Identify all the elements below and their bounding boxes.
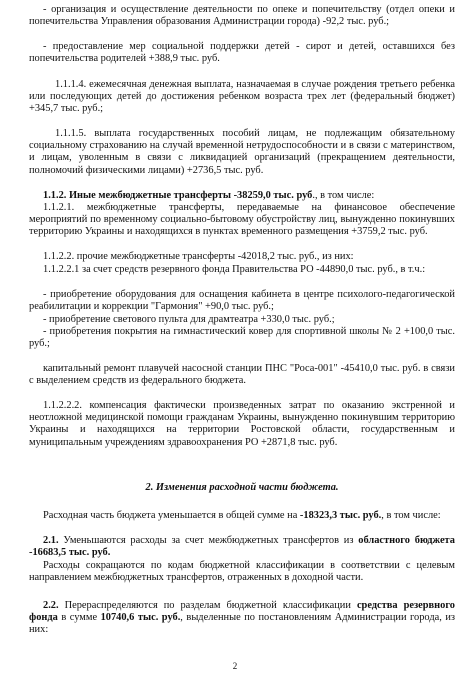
reserve-fund-label: средства резервного фонда — [29, 600, 455, 624]
expense-total-tail: , в том числе: — [381, 510, 441, 521]
paragraph-2-2 — [29, 600, 455, 637]
reserve-fund-amount: 10740,6 тыс. руб. — [100, 612, 181, 624]
paragraph-drama-theater: - приобретение светового пульта для драмтеатра +330,0 тыс. руб.; — [43, 314, 335, 325]
paragraph-equipment-harmony: - приобретение оборудования для оснащения кабинета в центре психолого-педагогической реабилитации и коррекции "Гармония" +90,0 тыс. руб.; — [29, 289, 455, 313]
paragraph-2-1-amount: областного бюджета -16683,5 тыс. руб. — [29, 535, 455, 559]
paragraph-pump-station: капитальный ремонт плавучей насосной станции ПНС "Роса-001" -45410,0 тыс. руб. в связи с выделением средств из федерального бюджета. — [29, 363, 455, 387]
paragraph-2-2-tail: , выделенные по постановлениям Администрации города, из них: — [29, 612, 455, 636]
paragraph-orphans-support: - предоставление мер социальной поддержки детей - сирот и детей, оставшихся без попечительства родителей +388,9 тыс. руб. — [29, 41, 455, 65]
page-number: 2 — [232, 661, 238, 671]
paragraph-2-2-sum-word: в сумме — [57, 612, 101, 624]
paragraph-sports-school: - приобретения покрытия на гимнастический ковер для спортивной школы № 2 +100,0 тыс. руб.; — [29, 326, 455, 350]
paragraph-2-1-number: 2.1. — [43, 535, 59, 546]
expense-total-text: Расходная часть бюджета уменьшается в общей сумме на — [43, 510, 300, 521]
paragraph-2-2-text: Перераспределяются по разделам бюджетной классификации — [58, 600, 357, 611]
paragraph-1-1-2-1: 1.1.2.1. межбюджетные трансферты, передаваемые на финансовое обеспечение мероприятий по временному социально-бытовому обустройству лиц, вынужденно покинувших территорию Украины и находящихся в пунктах временного размещения +3759,2 тыс. руб. — [29, 202, 455, 238]
paragraph-1-1-2-2: 1.1.2.2. прочие межбюджетные трансферты -42018,2 тыс. руб., из них: — [43, 251, 354, 262]
paragraph-expense-total — [29, 510, 455, 522]
paragraph-1-1-2-2-1: 1.1.2.2.1 за счет средств резервного фонда Правительства РО -44890,0 тыс. руб., в т.ч.: — [43, 264, 426, 275]
paragraph-expenses-reduced: Расходы сокращаются по кодам бюджетной классификации в соответствии с целевым направлением межбюджетных трансфертов, отраженных в доходной части. — [29, 560, 455, 584]
expense-total-amount: -18323,3 тыс. руб. — [299, 510, 382, 521]
paragraph-1-1-1-4: 1.1.1.4. ежемесячная денежная выплата, назначаемая в случае рождения третьего ребенка или последующих детей до достижения ребенком возраста трех лет (федеральный бюджет) +345,7 тыс. руб.; — [29, 79, 455, 115]
paragraph-2-2-number: 2.2. — [43, 600, 59, 611]
paragraph-1-1-2-2-2: 1.1.2.2.2. компенсация фактически произведенных затрат по оказанию экстренной и неотложной медицинской помощи гражданам Украины, вынужденно покинувшим территорию Украины и находящихся на территории Ростовской области, государственным и муниципальным учреждениям здравоохранения РО +2871,8 тыс. руб. — [29, 400, 455, 448]
section-2-title: 2. Изменения расходной части бюджета. — [145, 482, 339, 493]
paragraph-2-1 — [29, 535, 455, 559]
heading-1-1-2 — [29, 190, 455, 202]
paragraph-guardianship: - организация и осуществление деятельности по опеке и попечительству (отдел опеки и попечительства Управления образования Администрации города) -92,2 тыс. руб.; — [29, 4, 455, 28]
paragraph-1-1-1-5: 1.1.1.5. выплата государственных пособий лицам, не подлежащим обязательному социальному страхованию на случай временной нетрудоспособности и в связи с материнством, и лицам, уволенным в связи с ликвидацией организаций (прекращением деятельности, полномочий физическими лицами) +2736,5 тыс. руб. — [29, 128, 455, 176]
heading-1-1-2-bold: 1.1.2. Иные межбюджетные трансферты -38259,0 тыс. руб — [43, 190, 313, 201]
heading-1-1-2-rest: ., в том числе: — [312, 190, 375, 201]
paragraph-2-1-text: Уменьшаются расходы за счет межбюджетных трансфертов из — [58, 535, 359, 546]
